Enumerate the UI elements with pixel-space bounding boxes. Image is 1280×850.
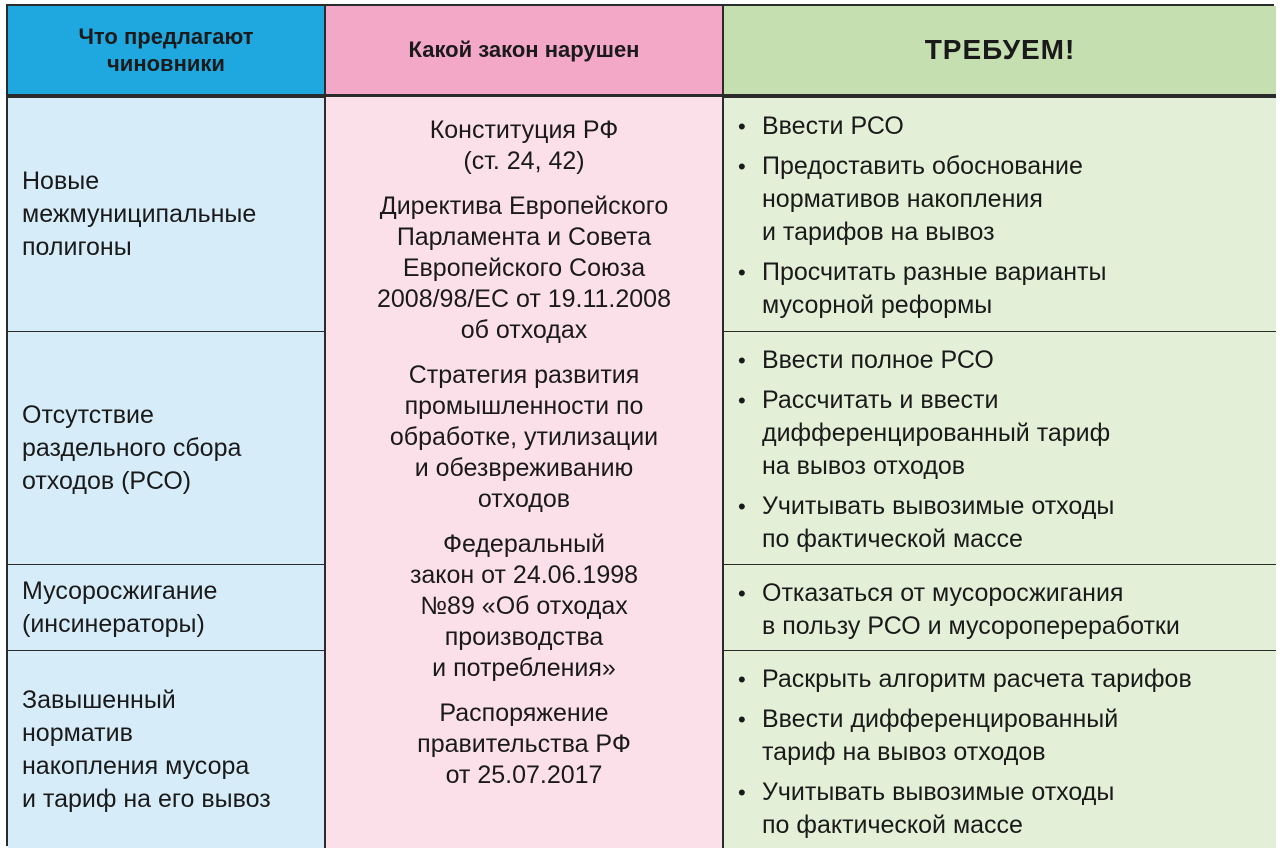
- demand-item: • Ввести дифференцированный тариф на вывоз отходов: [738, 703, 1266, 769]
- law-item: Федеральный закон от 24.06.1998 №89 «Об отходах производства и потребления»: [409, 530, 639, 682]
- law-item: Распоряжение правительства РФ от 25.07.2017: [417, 699, 631, 789]
- header-demand: [724, 6, 1276, 97]
- law-cell: [326, 97, 724, 848]
- header-officials-label: Что предлагают чиновники: [78, 24, 254, 76]
- demand-list: [738, 344, 1266, 556]
- demand-item: • Раскрыть алгоритм расчета тарифов: [738, 663, 1266, 696]
- demand-item: • Учитывать вывозимые отходы по фактической массе: [738, 776, 1266, 842]
- header-officials: [8, 6, 326, 97]
- demand-list: [738, 110, 1266, 322]
- demand-list: [738, 577, 1266, 643]
- demand-item: • Ввести РСО: [738, 110, 1266, 143]
- proposal-cell: [8, 650, 326, 848]
- proposal-cell: [8, 97, 326, 331]
- header-law-label: Какой закон нарушен: [408, 37, 640, 62]
- comparison-table: [6, 4, 1274, 846]
- demand-item: • Учитывать вывозимые отходы по фактической массе: [738, 490, 1266, 556]
- proposal-text: Мусоросжигание (инсинераторы): [22, 576, 218, 638]
- demand-item: • Предоставить обоснование нормативов накопления и тарифов на вывоз: [738, 150, 1266, 249]
- demand-cell: [724, 564, 1276, 650]
- proposal-text: Завышенный норматив накопления мусора и тариф на его вывоз: [22, 685, 271, 813]
- law-item: Директива Европейского Парламента и Совета Европейского Союза 2008/98/ЕС от 19.11.2008 об отходах: [376, 192, 671, 344]
- demand-item: • Ввести полное РСО: [738, 344, 1266, 377]
- law-item: Конституция РФ (ст. 24, 42): [429, 116, 619, 175]
- demand-item: • Просчитать разные варианты мусорной реформы: [738, 256, 1266, 322]
- demand-cell: [724, 650, 1276, 848]
- demand-item: • Отказаться от мусоросжигания в пользу РСО и мусоропереработки: [738, 577, 1266, 643]
- proposal-text: Новые межмуниципальные полигоны: [22, 167, 257, 261]
- header-demand-label: ТРЕБУЕМ!: [924, 34, 1076, 65]
- demand-cell: [724, 97, 1276, 331]
- demand-item: • Рассчитать и ввести дифференцированный тариф на вывоз отходов: [738, 384, 1266, 483]
- header-law: [326, 6, 724, 97]
- proposal-cell: [8, 564, 326, 650]
- law-item: Стратегия развития промышленности по обработке, утилизации и обезвреживанию отходов: [389, 361, 659, 513]
- demand-list: [738, 663, 1266, 842]
- proposal-text: Отсутствие раздельного сбора отходов (РСО): [22, 400, 242, 495]
- proposal-cell: [8, 331, 326, 564]
- demand-cell: [724, 331, 1276, 564]
